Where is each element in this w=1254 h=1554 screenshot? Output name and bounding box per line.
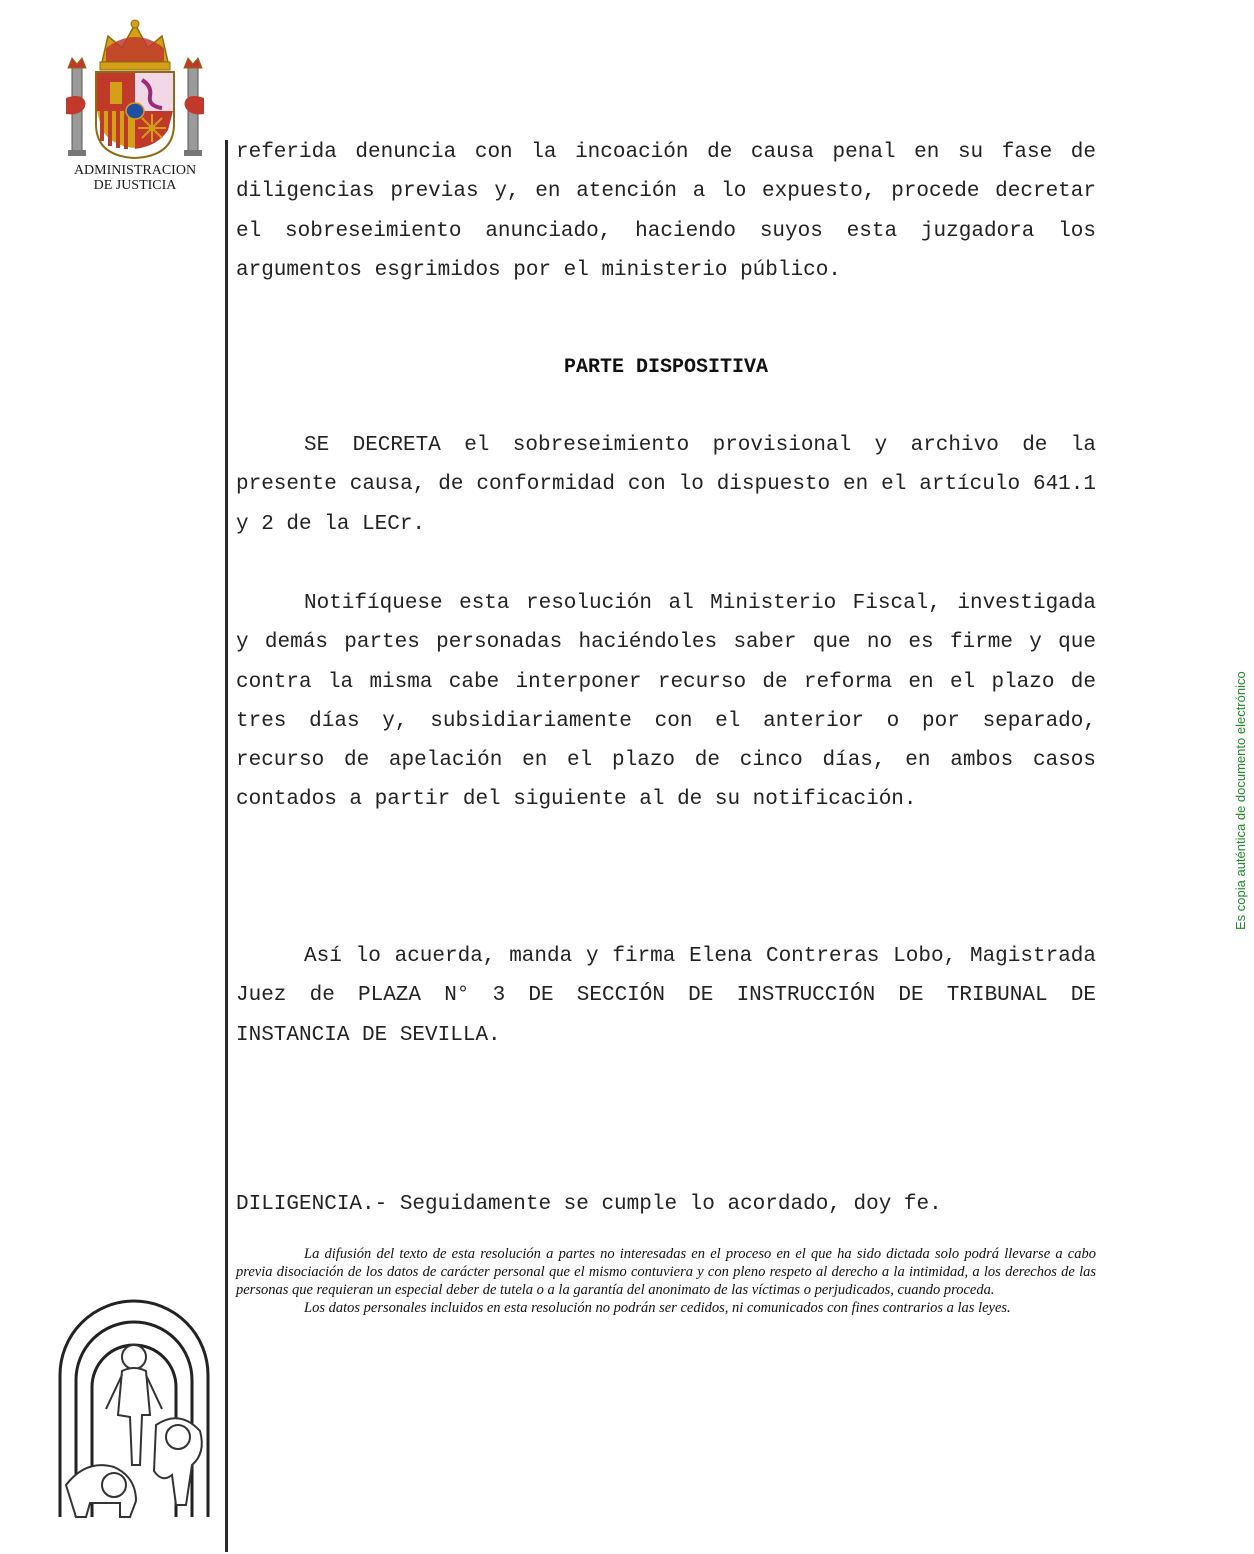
diligencia-line: DILIGENCIA.- Seguidamente se cumple lo acordado, doy fe. [236, 1193, 942, 1216]
section-heading: PARTE DISPOSITIVA [563, 356, 769, 379]
privacy-notice-paragraph-1: La difusión del texto de esta resolución a partes no interesadas en el proceso en el que ha sido dictada solo podrá llevarse a cabo previa disociación de los datos de carácter personal que el mismo contuviera y con pleno respeto al derecho a la intimidad, a los derechos de las personas que requieran un especial deber de tutela o a la garantía del anonimato de las víctimas o perjudicados, cuando proceda. [236, 1246, 1096, 1298]
coat-of-arms-icon [62, 18, 208, 160]
paragraph-decreta: SE DECRETA el sobreseimiento provisional y archivo de la presente causa, de conformidad con lo dispuesto en el artículo 641.1 y 2 de la LECr. [236, 434, 1096, 536]
crest-caption-line1: ADMINISTRACION [73, 163, 197, 178]
margin-rule [225, 140, 228, 1552]
crest-caption-line2: DE JUSTICIA [93, 178, 177, 193]
paragraph-firma: Así lo acuerda, manda y firma Elena Contreras Lobo, Magistrada Juez de PLAZA N° 3 DE SECCIÓN DE INSTRUCCIÓN DE TRIBUNAL DE INSTANCIA DE SEVILLA. [236, 945, 1096, 1047]
privacy-notice [236, 1245, 1096, 1317]
paragraph-notifiquese: Notifíquese esta resolución al Ministerio Fiscal, investigada y demás partes personadas haciéndoles saber que no es firme y que contra la misma cabe interponer recurso de reforma en el plazo de tres días y, subsidiariamente con el anterior o por separado, recurso de apelación en el plazo de cinco días, en ambos casos contados a partir del siguiente al de su notificación. [236, 592, 1096, 812]
privacy-notice-paragraph-2: Los datos personales incluidos en esta resolución no podrán ser cedidos, ni comunicados con fines contrarios a las leyes. [304, 1300, 1011, 1316]
crest-caption [55, 163, 215, 193]
authentic-copy-stamp-text: Es copia auténtica de documento electrónico [1233, 671, 1248, 930]
paragraph-intro: referida denuncia con la incoación de causa penal en su fase de diligencias previas y, en atención a lo expuesto, procede decretar el sobreseimiento anunciado, haciendo suyos esta juzgadora los argumentos esgrimidos por el ministerio público. [236, 141, 1096, 282]
authentic-copy-stamp [1233, 671, 1248, 930]
junta-andalucia-emblem-icon [52, 1285, 216, 1521]
